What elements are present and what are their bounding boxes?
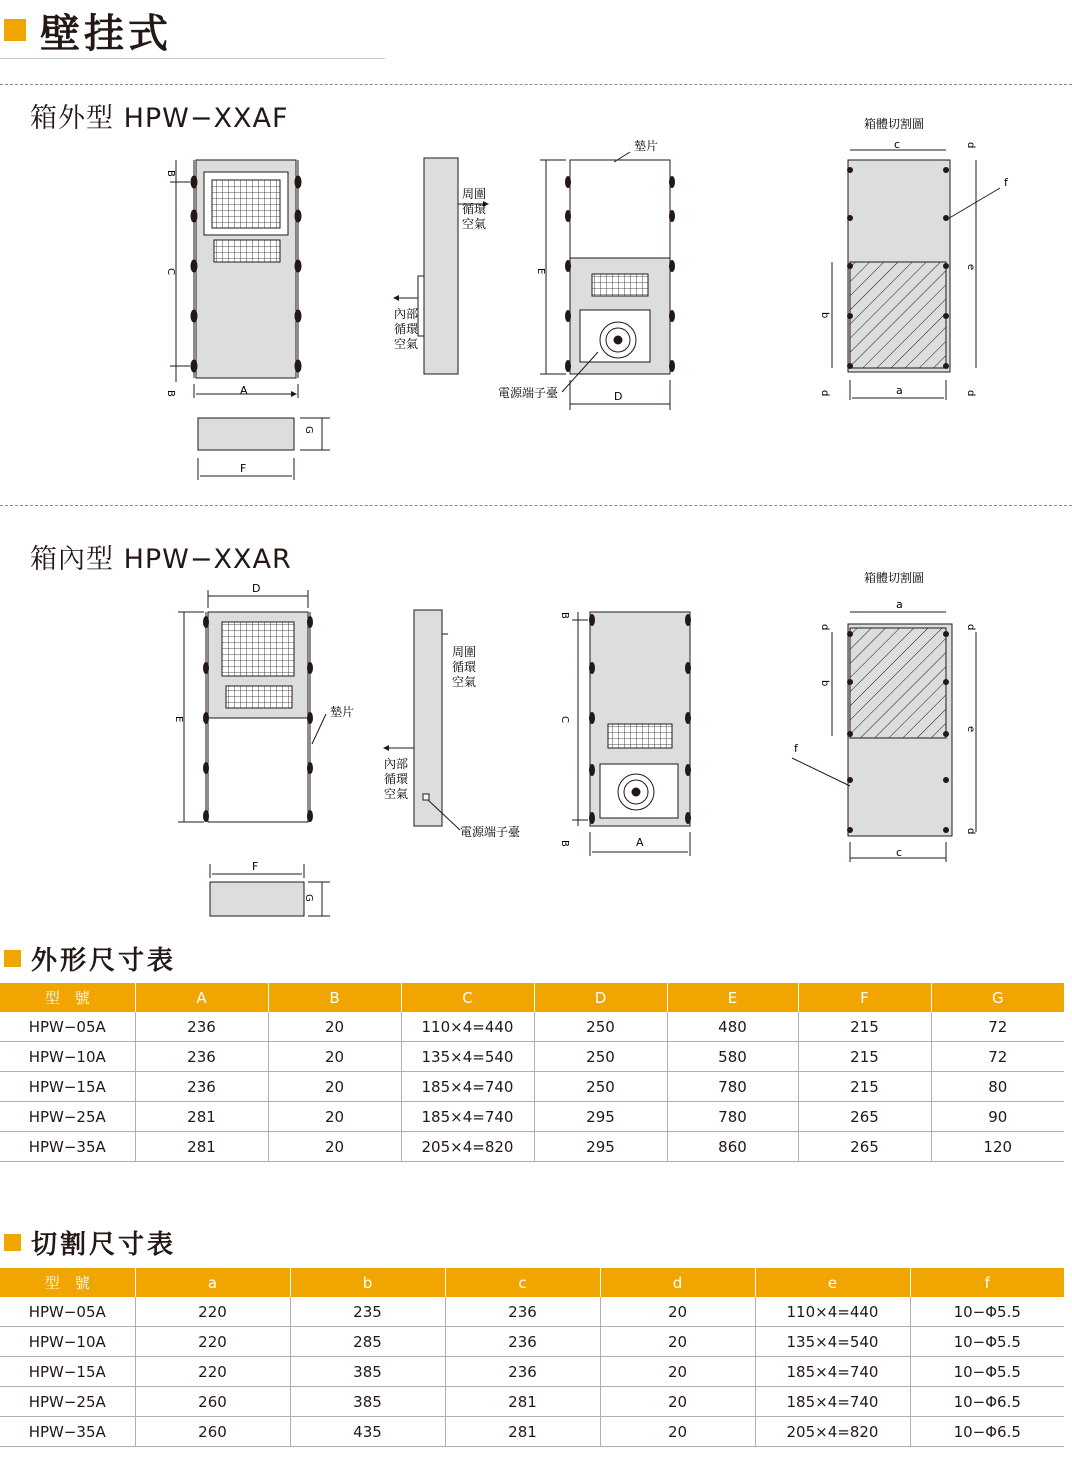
dim-label-F: F [240, 462, 247, 475]
label: b [819, 312, 830, 319]
table-row [0, 1357, 1064, 1387]
label: 周圍 [462, 187, 487, 201]
table-cell: 236 [135, 1072, 268, 1102]
label: a [896, 384, 903, 397]
table-cell: 120 [931, 1132, 1064, 1162]
label: 空氣 [462, 217, 487, 231]
table-cell: 435 [290, 1417, 445, 1447]
table-cell: 205×4=820 [401, 1132, 534, 1162]
dim-label-D: D [614, 390, 623, 403]
table-cell: 385 [290, 1357, 445, 1387]
dim-label-E: E [535, 268, 546, 275]
gasket-label-2: 墊片 [330, 705, 355, 719]
table-cell: 265 [798, 1132, 931, 1162]
table-cell: 236 [135, 1012, 268, 1042]
dim-label-G: G [303, 426, 314, 434]
table-header-cell: D [534, 983, 667, 1012]
table-cell: 281 [135, 1102, 268, 1132]
svg-text:空氣 [462, 216, 486, 231]
table-cell: 90 [931, 1102, 1064, 1132]
table-cell: HPW−25A [0, 1387, 135, 1417]
table-row [0, 1072, 1064, 1102]
table-cell: 220 [135, 1357, 290, 1387]
inside-type-title: 箱內型 HPW−XXAR [30, 544, 292, 575]
table-cell: 185×4=740 [401, 1072, 534, 1102]
table-header-cell: F [798, 983, 931, 1012]
svg-text:空氣 [394, 336, 418, 351]
table-cell: 236 [445, 1357, 600, 1387]
label: c [894, 138, 901, 151]
svg-text:循環 [452, 660, 476, 674]
label: 空氣 [394, 337, 419, 351]
outside-type-title: 箱外型 HPW−XXAF [30, 103, 289, 134]
label: B [559, 612, 570, 619]
label: 空氣 [384, 787, 409, 801]
table-cell: HPW−05A [0, 1012, 135, 1042]
cut-table-header [0, 1227, 177, 1260]
table-cell: HPW−15A [0, 1357, 135, 1387]
table-cell: 20 [268, 1102, 401, 1132]
label: b [819, 680, 830, 687]
table-cell: 205×4=820 [755, 1417, 910, 1447]
svg-text:周圍 [462, 187, 486, 201]
table-row [0, 1387, 1064, 1417]
label: d [819, 624, 830, 631]
table-cell: 295 [534, 1132, 667, 1162]
outline-table-header [0, 943, 177, 976]
table-header-cell: e [755, 1268, 910, 1297]
cut-dimension-table [0, 1268, 1064, 1447]
table-cell: 780 [667, 1072, 798, 1102]
cut-table-title: 切割尺寸表 [31, 1229, 177, 1260]
table-cell: 10−Φ6.5 [910, 1417, 1064, 1447]
table-cell: HPW−25A [0, 1102, 135, 1132]
outline-table-title: 外形尺寸表 [31, 945, 177, 976]
table-cell: 285 [290, 1327, 445, 1357]
svg-text:循環 [394, 322, 418, 336]
label: d [965, 390, 976, 397]
table-cell: 236 [445, 1297, 600, 1327]
label: 循環 [462, 202, 487, 216]
label: 循環 [394, 322, 419, 336]
cut-title: 箱體切割圖 [864, 117, 925, 131]
table-cell: 250 [534, 1072, 667, 1102]
svg-text:循環 [384, 772, 408, 786]
table-cell: 20 [268, 1042, 401, 1072]
table-cell: 250 [534, 1042, 667, 1072]
label: A [636, 836, 644, 849]
table-header-cell: 型 號 [0, 983, 135, 1012]
table-cell: 220 [135, 1327, 290, 1357]
label: E [173, 716, 184, 723]
table-cell: 110×4=440 [755, 1297, 910, 1327]
table-cell: 20 [268, 1072, 401, 1102]
table-cell: HPW−15A [0, 1072, 135, 1102]
label: d [819, 390, 830, 397]
svg-text:內部 [384, 757, 408, 771]
table-cell: 80 [931, 1072, 1064, 1102]
table-cell: 780 [667, 1102, 798, 1132]
header-square-icon [4, 1234, 21, 1251]
table-cell: 135×4=540 [755, 1327, 910, 1357]
table-cell: 295 [534, 1102, 667, 1132]
table-header-cell: f [910, 1268, 1064, 1297]
table-cell: 281 [445, 1417, 600, 1447]
table-header-cell: C [401, 983, 534, 1012]
front-view-outside [170, 160, 301, 398]
label: a [896, 598, 903, 611]
label: 內部 [394, 307, 419, 321]
table-header-cell: E [667, 983, 798, 1012]
label: D [252, 582, 261, 595]
outline-dimension-table [0, 983, 1064, 1162]
table-cell: 185×4=740 [401, 1102, 534, 1132]
table-cell: 236 [445, 1327, 600, 1357]
table-cell: 220 [135, 1297, 290, 1327]
table-header-cell: d [600, 1268, 755, 1297]
table-header-cell: b [290, 1268, 445, 1297]
table-header-cell: G [931, 983, 1064, 1012]
table-cell: HPW−10A [0, 1327, 135, 1357]
terminal-label: 電源端子臺 [498, 386, 559, 400]
table-cell: 480 [667, 1012, 798, 1042]
svg-text:周圍 [452, 645, 476, 659]
table-row [0, 1132, 1064, 1162]
header-square-icon [4, 950, 21, 967]
table-cell: 281 [445, 1387, 600, 1417]
table-cell: 281 [135, 1132, 268, 1162]
table-cell: HPW−10A [0, 1042, 135, 1072]
table-cell: 20 [600, 1297, 755, 1327]
table-row [0, 1102, 1064, 1132]
label: B [559, 840, 570, 847]
table-row [0, 1297, 1064, 1327]
dim-label-B: B [165, 390, 176, 397]
label: f [1004, 176, 1008, 189]
label: F [252, 860, 259, 873]
svg-text:循環 [462, 202, 486, 216]
table-cell: 10−Φ5.5 [910, 1297, 1064, 1327]
gasket-label: 墊片 [634, 139, 659, 153]
dim-label-C: C [165, 268, 176, 275]
label: 內部 [384, 757, 409, 771]
table-cell: 185×4=740 [755, 1387, 910, 1417]
table-cell: HPW−35A [0, 1132, 135, 1162]
dim-label-A: A [240, 384, 248, 397]
table-cell: 385 [290, 1387, 445, 1417]
label: e [965, 726, 976, 733]
svg-text:空氣 [452, 674, 476, 689]
svg-text:內部 [394, 307, 418, 321]
table-cell: 580 [667, 1042, 798, 1072]
table-cell: 20 [600, 1417, 755, 1447]
table-cell: 72 [931, 1042, 1064, 1072]
label: G [303, 894, 314, 902]
label: 循環 [384, 772, 409, 786]
table-header-cell: B [268, 983, 401, 1012]
label: f [794, 742, 798, 755]
table-cell: 185×4=740 [755, 1357, 910, 1387]
label: 空氣 [452, 675, 477, 689]
table-cell: 215 [798, 1042, 931, 1072]
table-row [0, 1012, 1064, 1042]
label: 循環 [452, 660, 477, 674]
table-cell: 20 [268, 1012, 401, 1042]
table-cell: 860 [667, 1132, 798, 1162]
page-title: 壁挂式 [40, 10, 172, 57]
table-header-cell: A [135, 983, 268, 1012]
table-cell: 10−Φ5.5 [910, 1327, 1064, 1357]
table-cell: 10−Φ6.5 [910, 1387, 1064, 1417]
label: C [559, 716, 570, 723]
table-row [0, 1327, 1064, 1357]
table-cell: 215 [798, 1012, 931, 1042]
table-cell: 20 [268, 1132, 401, 1162]
table-cell: 235 [290, 1297, 445, 1327]
table-cell: 250 [534, 1012, 667, 1042]
table-cell: 72 [931, 1012, 1064, 1042]
table-cell: 110×4=440 [401, 1012, 534, 1042]
table-cell: 215 [798, 1072, 931, 1102]
dim-label-B: B [165, 170, 176, 177]
table-cell: 10−Φ5.5 [910, 1357, 1064, 1387]
table-row [0, 1417, 1064, 1447]
table-row [0, 1042, 1064, 1072]
svg-text:空氣 [384, 786, 408, 801]
table-cell: 20 [600, 1387, 755, 1417]
table-cell: 236 [135, 1042, 268, 1072]
table-header-cell: a [135, 1268, 290, 1297]
label: d [965, 828, 976, 835]
table-cell: HPW−05A [0, 1297, 135, 1327]
table-cell: 20 [600, 1357, 755, 1387]
table-cell: 135×4=540 [401, 1042, 534, 1072]
table-cell: 265 [798, 1102, 931, 1132]
terminal-label-2: 電源端子臺 [460, 825, 521, 839]
label: d [965, 624, 976, 631]
table-cell: 260 [135, 1387, 290, 1417]
cut-title-2: 箱體切割圖 [864, 571, 925, 585]
label: c [896, 846, 903, 859]
label: d [965, 142, 976, 149]
label: 周圍 [452, 645, 477, 659]
label: e [965, 264, 976, 271]
table-header-cell: 型 號 [0, 1268, 135, 1297]
table-cell: 260 [135, 1417, 290, 1447]
table-cell: HPW−35A [0, 1417, 135, 1447]
table-header-cell: c [445, 1268, 600, 1297]
table-cell: 20 [600, 1327, 755, 1357]
